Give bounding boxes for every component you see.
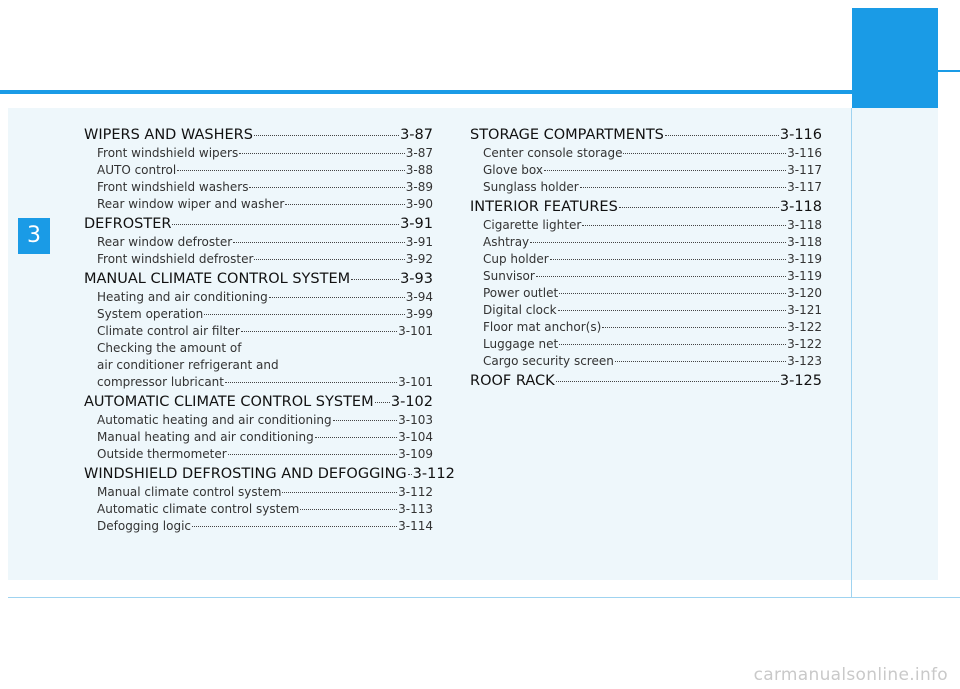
toc-entry[interactable] xyxy=(84,501,433,518)
dot-leader xyxy=(530,242,786,243)
toc-section-heading[interactable] xyxy=(84,464,455,484)
toc-entry[interactable] xyxy=(84,306,433,323)
footer-rule xyxy=(8,597,960,598)
margin-divider xyxy=(851,108,852,598)
toc-entry-title: Power outlet xyxy=(483,286,559,300)
dot-leader xyxy=(559,344,786,345)
toc-right-column xyxy=(470,124,822,391)
toc-page-number: 3-112 xyxy=(412,466,455,482)
toc-page-number: 3-120 xyxy=(787,286,822,300)
toc-entry[interactable] xyxy=(84,179,433,196)
dot-leader xyxy=(559,293,786,294)
toc-page-number: 3-102 xyxy=(390,394,433,410)
toc-entry-title: INTERIOR FEATURES xyxy=(470,199,618,215)
toc-entry[interactable] xyxy=(84,446,433,463)
toc-entry-title: Automatic heating and air conditioning xyxy=(97,413,332,427)
dot-leader xyxy=(254,259,404,260)
toc-page-number: 3-103 xyxy=(398,413,433,427)
watermark: carmanualsonline.info xyxy=(753,665,948,685)
toc-entry-title: Outside thermometer xyxy=(97,447,227,461)
toc-entry-title: Front windshield wipers xyxy=(97,146,239,160)
toc-section-heading[interactable] xyxy=(470,197,822,217)
dot-leader xyxy=(544,170,786,171)
toc-entry-title: ROOF RACK xyxy=(470,373,555,389)
toc-entry-title: Manual climate control system xyxy=(97,485,282,499)
toc-entry[interactable] xyxy=(84,374,433,391)
toc-page-number: 3-93 xyxy=(400,271,433,287)
toc-page-number: 3-118 xyxy=(787,235,822,249)
toc-page-number: 3-118 xyxy=(779,199,822,215)
toc-entry-title: Climate control air filter xyxy=(97,324,240,338)
dot-leader xyxy=(558,310,787,311)
dot-leader xyxy=(269,297,405,298)
toc-entry[interactable] xyxy=(84,162,433,179)
toc-section-heading[interactable] xyxy=(470,371,822,391)
toc-entry[interactable] xyxy=(84,429,433,446)
toc-entry-title: DEFROSTER xyxy=(84,216,172,232)
header-rule-right xyxy=(938,70,960,72)
dot-leader xyxy=(556,381,779,382)
toc-entry[interactable] xyxy=(470,336,822,353)
toc-entry-title: Manual heating and air conditioning xyxy=(97,430,314,444)
toc-section-heading[interactable] xyxy=(470,125,822,145)
toc-entry-title: Sunvisor xyxy=(483,269,535,283)
toc-entry[interactable] xyxy=(470,179,822,196)
toc-page-number: 3-114 xyxy=(398,519,433,533)
toc-page-number: 3-91 xyxy=(400,216,433,232)
dot-leader xyxy=(408,474,412,475)
toc-entry-continued: Checking the amount of xyxy=(97,341,242,355)
toc-page-number: 3-94 xyxy=(405,290,433,304)
toc-page-number: 3-123 xyxy=(787,354,822,368)
toc-entry-title: compressor lubricant xyxy=(97,375,224,389)
toc-entry-title: Cup holder xyxy=(483,252,549,266)
toc-left-column xyxy=(84,124,455,535)
toc-entry-title: AUTO control xyxy=(97,163,177,177)
dot-leader xyxy=(233,242,405,243)
dot-leader xyxy=(204,314,405,315)
toc-entry-title: Defogging logic xyxy=(97,519,192,533)
toc-page-number: 3-104 xyxy=(398,430,433,444)
toc-entry-title: Glove box xyxy=(483,163,543,177)
toc-page-number: 3-125 xyxy=(779,373,822,389)
dot-leader xyxy=(228,454,397,455)
toc-page-number: 3-90 xyxy=(405,197,433,211)
dot-leader xyxy=(249,187,404,188)
toc-entry-title: Rear window defroster xyxy=(97,235,233,249)
toc-entry-title: System operation xyxy=(97,307,204,321)
toc-entry[interactable] xyxy=(84,234,433,251)
toc-entry[interactable] xyxy=(84,484,433,501)
dot-leader xyxy=(333,420,397,421)
dot-leader xyxy=(282,492,397,493)
dot-leader xyxy=(580,187,786,188)
toc-entry-title: Center console storage xyxy=(483,146,623,160)
toc-entry-title: Digital clock xyxy=(483,303,557,317)
dot-leader xyxy=(665,135,779,136)
dot-leader xyxy=(615,361,786,362)
toc-page-number: 3-119 xyxy=(787,252,822,266)
toc-entry-title: WIPERS AND WASHERS xyxy=(84,127,253,143)
toc-page-number: 3-117 xyxy=(787,163,822,177)
toc-page-number: 3-89 xyxy=(405,180,433,194)
toc-entry[interactable] xyxy=(84,196,433,213)
toc-section-heading[interactable] xyxy=(84,392,433,412)
toc-entry-title: Cigarette lighter xyxy=(483,218,582,232)
dot-leader xyxy=(285,204,405,205)
toc-entry[interactable] xyxy=(470,234,822,251)
toc-entry[interactable] xyxy=(84,412,433,429)
toc-page-number: 3-87 xyxy=(400,127,433,143)
dot-leader xyxy=(351,279,399,280)
toc-page-number: 3-101 xyxy=(398,375,433,389)
toc-entry[interactable] xyxy=(84,251,433,268)
dot-leader xyxy=(225,382,397,383)
dot-leader xyxy=(619,207,779,208)
toc-page-number: 3-101 xyxy=(398,324,433,338)
toc-section-heading[interactable] xyxy=(84,269,433,289)
toc-page-number: 3-91 xyxy=(405,235,433,249)
dot-leader xyxy=(192,526,397,527)
toc-page-number: 3-117 xyxy=(787,180,822,194)
toc-entry[interactable] xyxy=(470,251,822,268)
toc-entry[interactable] xyxy=(470,285,822,302)
toc-entry-title: Front windshield defroster xyxy=(97,252,254,266)
toc-entry[interactable] xyxy=(470,217,822,234)
toc-page-number: 3-109 xyxy=(398,447,433,461)
dot-leader xyxy=(550,259,786,260)
toc-entry[interactable] xyxy=(470,302,822,319)
dot-leader xyxy=(177,170,405,171)
toc-entry[interactable] xyxy=(470,145,822,162)
toc-page-number: 3-122 xyxy=(787,320,822,334)
toc-page-number: 3-119 xyxy=(787,269,822,283)
toc-entry-title: MANUAL CLIMATE CONTROL SYSTEM xyxy=(84,271,351,287)
header-rule xyxy=(0,90,852,94)
dot-leader xyxy=(315,437,397,438)
toc-page-number: 3-113 xyxy=(398,502,433,516)
toc-page-number: 3-99 xyxy=(405,307,433,321)
toc-page-number: 3-116 xyxy=(787,146,822,160)
toc-entry[interactable] xyxy=(84,518,433,535)
toc-entry-title: Luggage net xyxy=(483,337,559,351)
toc-entry-continued: air conditioner refrigerant and xyxy=(97,358,279,372)
toc-entry-title: Front windshield washers xyxy=(97,180,249,194)
toc-page-number: 3-116 xyxy=(779,127,822,143)
toc-entry[interactable] xyxy=(470,319,822,336)
header-accent-block xyxy=(852,8,938,108)
toc-page-number: 3-92 xyxy=(405,252,433,266)
toc-entry-title: STORAGE COMPARTMENTS xyxy=(470,127,664,143)
toc-section-heading[interactable] xyxy=(84,125,433,145)
toc-page-number: 3-118 xyxy=(787,218,822,232)
chapter-tab: 3 xyxy=(18,218,50,254)
toc-entry-title: Cargo security screen xyxy=(483,354,614,368)
toc-entry-title: Automatic climate control system xyxy=(97,502,300,516)
toc-entry[interactable] xyxy=(84,323,433,340)
toc-page-number: 3-122 xyxy=(787,337,822,351)
toc-page-number: 3-121 xyxy=(787,303,822,317)
toc-entry[interactable] xyxy=(470,353,822,370)
dot-leader xyxy=(241,331,397,332)
toc-entry-title: Heating and air conditioning xyxy=(97,290,268,304)
dot-leader xyxy=(172,224,399,225)
dot-leader xyxy=(602,327,786,328)
toc-entry[interactable] xyxy=(470,268,822,285)
toc-page-number: 3-87 xyxy=(405,146,433,160)
dot-leader xyxy=(582,225,786,226)
dot-leader xyxy=(375,402,390,403)
dot-leader xyxy=(536,276,786,277)
toc-entry-title: Rear window wiper and washer xyxy=(97,197,285,211)
toc-page-number: 3-112 xyxy=(398,485,433,499)
toc-entry-title: Floor mat anchor(s) xyxy=(483,320,602,334)
toc-entry[interactable] xyxy=(84,289,433,306)
dot-leader xyxy=(300,509,397,510)
toc-entry-title: Sunglass holder xyxy=(483,180,579,194)
toc-entry-title: WINDSHIELD DEFROSTING AND DEFOGGING xyxy=(84,466,407,482)
toc-section-heading[interactable] xyxy=(84,214,433,234)
dot-leader xyxy=(623,153,786,154)
dot-leader xyxy=(239,153,405,154)
toc-entry[interactable] xyxy=(470,162,822,179)
toc-entry-title: Ashtray xyxy=(483,235,530,249)
toc-page-number: 3-88 xyxy=(405,163,433,177)
toc-entry[interactable] xyxy=(84,145,433,162)
dot-leader xyxy=(254,135,399,136)
toc-entry-title: AUTOMATIC CLIMATE CONTROL SYSTEM xyxy=(84,394,374,410)
